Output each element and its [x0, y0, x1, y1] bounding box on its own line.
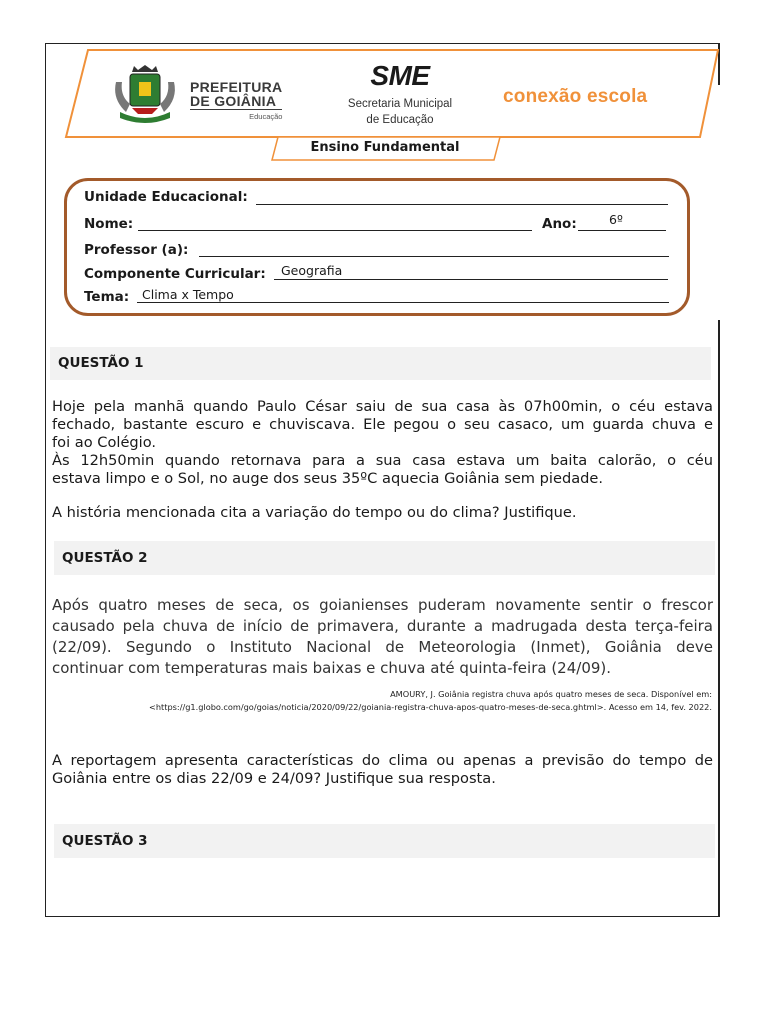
question-1-label: QUESTÃO 1 — [58, 355, 144, 371]
question-1-bar — [50, 347, 711, 380]
sme-sub-line1: Secretaria Municipal — [347, 98, 453, 110]
professor-field[interactable] — [199, 256, 669, 257]
sme-sub-line2: de Educação — [366, 114, 434, 126]
level-label: Ensino Fundamental — [310, 140, 460, 155]
unidade-label: Unidade Educacional: — [84, 189, 248, 205]
q2-line: causado pela chuva de início de primavera, durante a madrugada desta terça-feira — [52, 617, 713, 635]
componente-label: Componente Curricular: — [84, 266, 266, 282]
question-1-prompt — [52, 504, 713, 522]
question-2-bar — [54, 541, 715, 575]
componente-value: Geografia — [281, 263, 343, 278]
nome-field[interactable] — [138, 230, 532, 231]
q2-line: continuar com temperaturas mais baixas e chuva até quinta-feira (24/09). — [52, 659, 612, 677]
question-1-text — [52, 398, 713, 488]
prefeitura-sub: Educação — [249, 112, 283, 121]
q2-question-line: A reportagem apresenta características do clima ou apenas a previsão do tempo de — [52, 752, 713, 769]
tema-value: Clima x Tempo — [142, 287, 234, 302]
componente-field[interactable] — [274, 279, 668, 280]
q1-line: Hoje pela manhã quando Paulo César saiu de sua casa às 07h00min, o céu estava — [52, 398, 713, 415]
q1-question: A história mencionada cita a variação do tempo ou do clima? Justifique. — [52, 504, 577, 521]
conexao-escola-logo: conexão escola — [503, 86, 648, 107]
citation — [149, 688, 712, 714]
question-2-text — [52, 595, 713, 679]
sme-subtitle — [330, 96, 470, 128]
ano-field[interactable] — [578, 230, 666, 231]
question-2-prompt — [52, 752, 713, 788]
tema-label: Tema: — [84, 289, 130, 305]
professor-label: Professor (a): — [84, 242, 189, 258]
prefeitura-line2: DE GOIÂNIA — [190, 94, 282, 110]
q1-line: foi ao Colégio. — [52, 434, 157, 451]
unidade-field[interactable] — [256, 204, 668, 205]
prefeitura-logo — [190, 80, 282, 121]
frame-edge — [718, 320, 720, 917]
sme-title: SME — [370, 60, 430, 91]
citation-line: AMOURY, J. Goiânia registra chuva após quatro meses de seca. Disponível em: — [390, 689, 712, 699]
ano-value: 6º — [609, 212, 623, 227]
q2-question-line: Goiânia entre os dias 22/09 e 24/09? Justifique sua resposta. — [52, 770, 496, 787]
question-2-label: QUESTÃO 2 — [62, 550, 148, 566]
q2-line: (22/09). Segundo o Instituto Nacional de Meteorologia (Inmet), Goiânia deve — [52, 638, 713, 656]
nome-label: Nome: — [84, 216, 134, 232]
citation-line: <https://g1.globo.com/go/goias/noticia/2020/09/22/goiania-registra-chuva-apos-quatro-meses-de-seca.ghtml>. Acesso em 14, fev. 2022. — [149, 702, 712, 712]
q2-line: Após quatro meses de seca, os goianienses puderam novamente sentir o frescor — [52, 596, 713, 614]
tema-field[interactable] — [137, 302, 669, 303]
coat-of-arms-icon — [110, 64, 180, 126]
prefeitura-line1: PREFEITURA — [190, 79, 283, 95]
ano-label: Ano: — [542, 216, 577, 232]
question-3-label: QUESTÃO 3 — [62, 833, 148, 849]
question-3-bar — [54, 824, 715, 858]
q1-line: Às 12h50min quando retornava para a sua casa estava um baita calorão, o céu — [52, 452, 713, 469]
q1-line: fechado, bastante escuro e chuviscava. Ele pegou o seu casaco, um guarda chuva e — [52, 416, 713, 433]
q1-line: estava limpo e o Sol, no auge dos seus 35ºC aquecia Goiânia sem piedade. — [52, 470, 604, 487]
